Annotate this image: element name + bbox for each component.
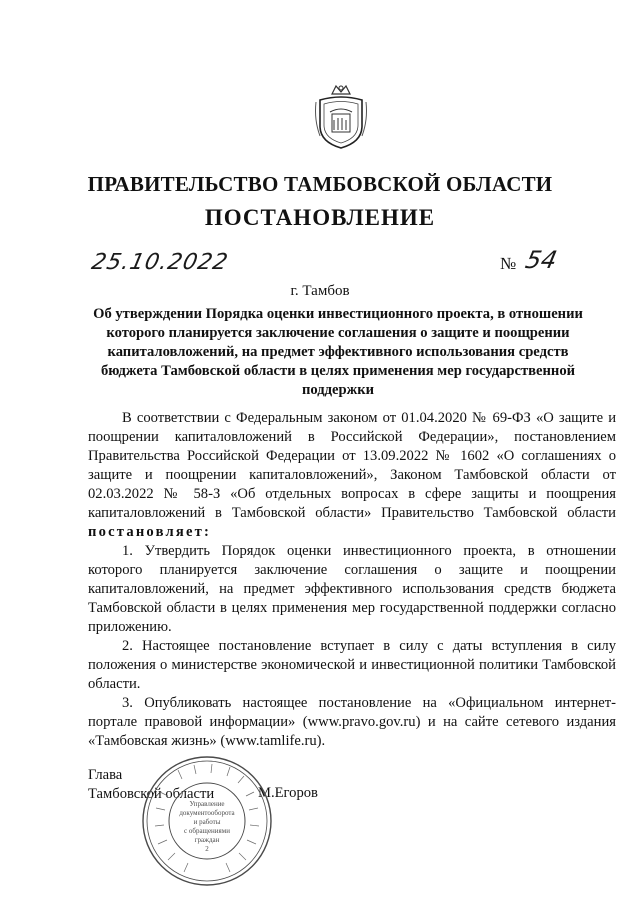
stamp-number: 2 xyxy=(205,845,209,853)
preamble-paragraph xyxy=(88,409,616,542)
official-stamp-seal xyxy=(138,752,276,890)
coat-of-arms-emblem xyxy=(314,80,368,152)
item-paragraph-1: 1. Утвердить Порядок оценки инвестиционного проекта, в отношении которого планируется заключение соглашения о защите и поощрении капиталовложений, на предмет эффективного использования средств бюджета Тамбовской области в целях применения мер государственной поддержки согласно приложению. xyxy=(88,543,616,635)
document-body xyxy=(88,409,616,751)
document-subject: Об утверждении Порядка оценки инвестиционного проекта, в отношении которого планируется заключение соглашения о защите и поощрении капиталовложений, на предмет эффективного использования средств бюджета Тамбовской области в целях применения мер государственной поддержки xyxy=(93,306,583,398)
handwritten-number: 54 xyxy=(523,246,560,274)
preamble-text: В соответствии с Федеральным законом от 01.04.2020 № 69-ФЗ «О защите и поощрении капиталовложений в Российской Федерации», постановлением Правительства Российской Федерации от 13.09.2022 № 1602 «О соглашениях о защите и поощрении капиталовложений», Законом Тамбовской области от 02.03.2022 № 58-З «Об отдельных вопросах в сфере защиты и поощрения капиталовложений в Тамбовской области» Правительство Тамбовской области xyxy=(88,410,616,521)
item-paragraph-3: 3. Опубликовать настоящее постановление на «Официальном интернет-портале правовой информации» (www.pravo.gov.ru) и на сайте сетевого издания «Тамбовская жизнь» (www.tamlife.ru). xyxy=(88,695,616,749)
stamp-text-line-3: и работы xyxy=(193,818,221,826)
signature-position-line-1: Глава xyxy=(88,767,123,783)
stamp-text-line-5: граждан xyxy=(194,836,220,844)
handwritten-date: 25.10.2022 xyxy=(89,250,231,275)
government-title: ПРАВИТЕЛЬСТВО ТАМБОВСКОЙ ОБЛАСТИ xyxy=(87,172,553,196)
stamp-text-line-4: с обращениями xyxy=(184,827,230,835)
decree-word: постановляет: xyxy=(88,524,212,540)
number-label: № xyxy=(500,254,517,273)
city-line: г. Тамбов xyxy=(290,283,350,299)
signature-position-line-2: Тамбовской области xyxy=(88,786,215,802)
item-paragraph-2: 2. Настоящее постановление вступает в силу с даты вступления в силу положения о министерстве экономической и инвестиционной политики Тамбовской области. xyxy=(88,638,616,692)
signatory-name: М.Егоров xyxy=(258,785,318,801)
document-type-title: ПОСТАНОВЛЕНИЕ xyxy=(204,205,436,230)
stamp-text-line-1: Управление xyxy=(189,800,225,808)
stamp-text-line-2: документооборота xyxy=(179,809,235,817)
